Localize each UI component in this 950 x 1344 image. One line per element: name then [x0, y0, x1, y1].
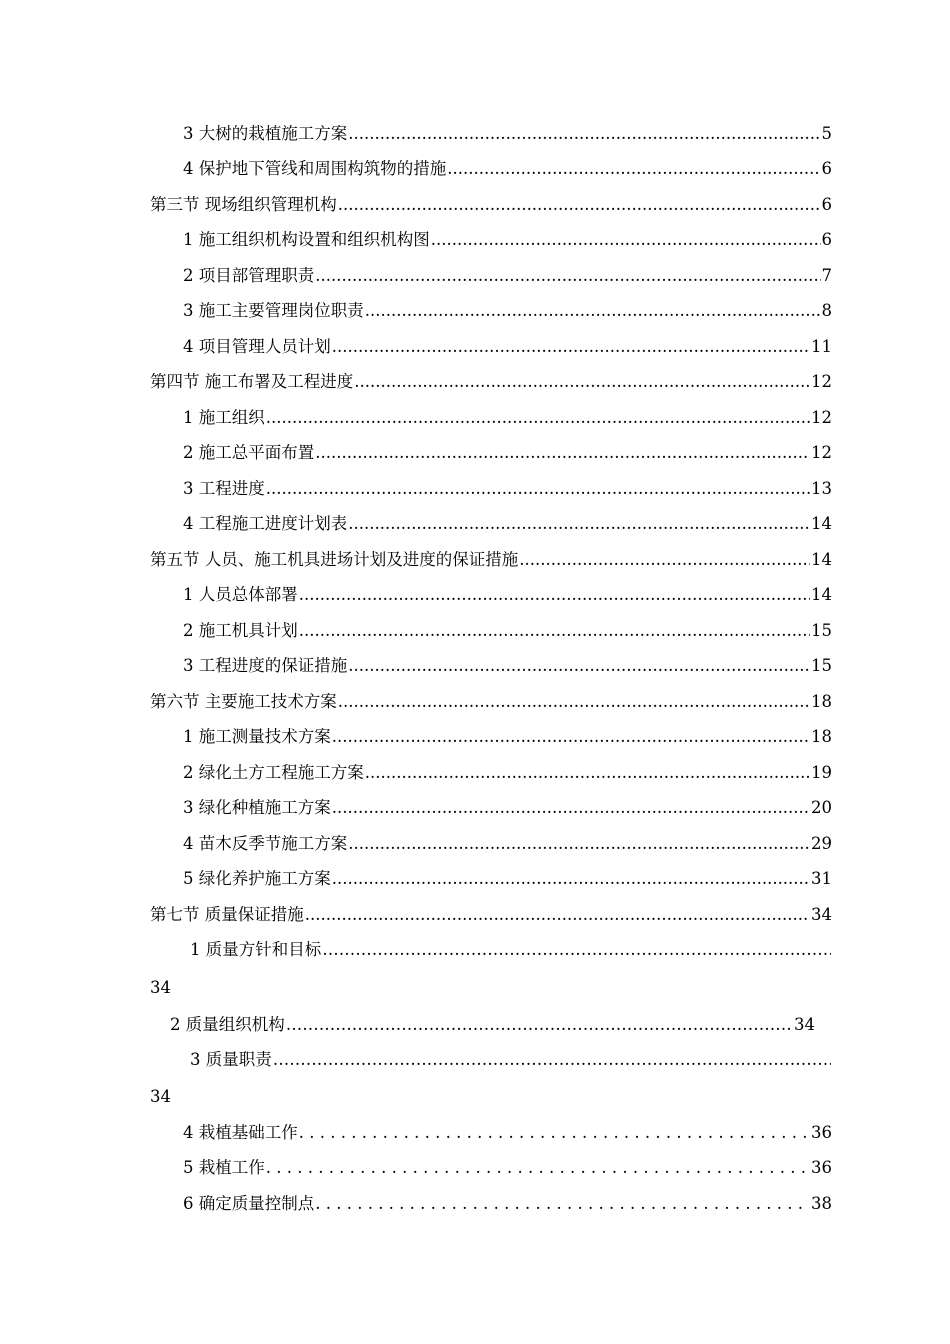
toc-entry-page: 13 — [811, 479, 832, 498]
toc-entry-page: 14 — [811, 550, 832, 569]
toc-leader-dots — [322, 935, 831, 965]
toc-entry-title: 第五节 人员、施工机具进场计划及进度的保证措施 — [150, 550, 519, 569]
toc-entry[interactable] — [183, 722, 832, 752]
toc-entry-title: 1 人员总体部署 — [183, 585, 298, 604]
toc-entry[interactable] — [150, 900, 832, 930]
toc-entry-page: 34 — [811, 905, 832, 924]
toc-entry-title: 5 绿化养护施工方案 — [183, 869, 331, 888]
toc-entry-title: 3 绿化种植施工方案 — [183, 798, 331, 817]
toc-entry-page: 18 — [811, 692, 832, 711]
toc-entry-title: 3 大树的栽植施工方案 — [183, 124, 348, 143]
toc-leader-dots — [365, 296, 821, 326]
toc-entry[interactable] — [183, 225, 832, 255]
toc-entry-page: 18 — [811, 727, 832, 746]
toc-entry[interactable] — [183, 296, 832, 326]
toc-leader-dots — [299, 580, 810, 610]
toc-leader-dots — [365, 758, 810, 788]
toc-entry[interactable] — [183, 474, 832, 504]
toc-leader-dots — [299, 1118, 810, 1148]
toc-entry[interactable] — [183, 616, 832, 646]
toc-entry-page: 15 — [811, 621, 832, 640]
toc-entry-title: 4 项目管理人员计划 — [183, 337, 331, 356]
toc-entry-title: 第七节 质量保证措施 — [150, 905, 304, 924]
toc-entry[interactable] — [183, 580, 832, 610]
toc-leader-dots — [348, 119, 820, 149]
toc-entry-page: 12 — [811, 443, 832, 462]
toc-leader-dots — [315, 1189, 810, 1219]
toc-entry[interactable] — [183, 864, 832, 894]
toc-entry[interactable] — [183, 793, 832, 823]
toc-entry-page: 20 — [811, 798, 832, 817]
toc-entry-title: 3 施工主要管理岗位职责 — [183, 301, 364, 320]
toc-entry[interactable] — [183, 438, 832, 468]
toc-entry-title: 2 施工机具计划 — [183, 621, 298, 640]
toc-entry-title: 2 绿化土方工程施工方案 — [183, 763, 364, 782]
toc-entry[interactable] — [183, 119, 832, 149]
toc-entry-page: 34 — [150, 978, 171, 997]
toc-entry-page: 6 — [821, 195, 832, 214]
toc-leader-dots — [266, 1153, 810, 1183]
toc-entry-title: 5 栽植工作 — [183, 1158, 265, 1177]
toc-leader-dots — [332, 864, 810, 894]
toc-leader-dots — [266, 474, 810, 504]
toc-entry-page: 36 — [811, 1123, 832, 1142]
toc-leader-dots — [286, 1010, 793, 1040]
toc-entry-title: 第四节 施工布署及工程进度 — [150, 372, 354, 391]
toc-entry[interactable] — [183, 1189, 832, 1219]
toc-entry[interactable] — [150, 545, 832, 575]
toc-entry-page: 29 — [811, 834, 832, 853]
toc-entry-title: 1 质量方针和目标 — [190, 940, 322, 959]
toc-entry-title: 3 工程进度 — [183, 479, 265, 498]
toc-entry-page: 14 — [811, 514, 832, 533]
toc-leader-dots — [348, 509, 810, 539]
toc-entry[interactable] — [183, 509, 832, 539]
toc-leader-dots — [332, 722, 810, 752]
toc-entry-page: 38 — [811, 1194, 832, 1213]
toc-entry-page: 12 — [811, 372, 832, 391]
toc-entry-page: 15 — [811, 656, 832, 675]
toc-entry-title: 第六节 主要施工技术方案 — [150, 692, 337, 711]
toc-entry-title: 1 施工组织 — [183, 408, 265, 427]
toc-entry-title: 2 施工总平面布置 — [183, 443, 315, 462]
toc-leader-dots — [299, 616, 810, 646]
toc-entry-page: 12 — [811, 408, 832, 427]
toc-entry-page: 8 — [821, 301, 832, 320]
toc-entry[interactable] — [183, 829, 832, 859]
toc-leader-dots — [348, 829, 810, 859]
toc-entry[interactable] — [183, 154, 832, 184]
toc-entry-title: 2 项目部管理职责 — [183, 266, 315, 285]
toc-entry-title: 4 苗木反季节施工方案 — [183, 834, 348, 853]
toc-entry-page: 14 — [811, 585, 832, 604]
toc-entry-title: 3 质量职责 — [190, 1050, 272, 1069]
toc-entry[interactable] — [183, 403, 832, 433]
toc-entry-page: 11 — [811, 337, 832, 356]
toc-entry-page: 5 — [821, 124, 832, 143]
toc-leader-dots — [266, 403, 810, 433]
toc-entry[interactable] — [150, 687, 832, 717]
toc-entry-title: 3 工程进度的保证措施 — [183, 656, 348, 675]
toc-entry[interactable] — [190, 1045, 832, 1075]
toc-entry[interactable] — [183, 651, 832, 681]
toc-entry[interactable] — [183, 261, 832, 291]
toc-leader-dots — [305, 900, 810, 930]
toc-entry-title: 1 施工组织机构设置和组织机构图 — [183, 230, 430, 249]
toc-entry-page: 6 — [821, 159, 832, 178]
toc-leader-dots — [431, 225, 821, 255]
toc-entry-title: 2 质量组织机构 — [170, 1015, 285, 1034]
toc-entry[interactable] — [183, 758, 832, 788]
toc-entry-title: 1 施工测量技术方案 — [183, 727, 331, 746]
toc-entry[interactable] — [190, 935, 832, 965]
toc-entry-title: 4 栽植基础工作 — [183, 1123, 298, 1142]
toc-entry[interactable] — [170, 1010, 815, 1040]
toc-entry-title: 4 保护地下管线和周围构筑物的措施 — [183, 159, 447, 178]
toc-entry-page: 19 — [811, 763, 832, 782]
toc-entry[interactable] — [183, 1153, 832, 1183]
toc-entry-page: 7 — [821, 266, 832, 285]
toc-leader-dots — [348, 651, 810, 681]
toc-entry-page: 34 — [150, 1087, 171, 1106]
toc-entry[interactable] — [150, 190, 832, 220]
toc-leader-dots — [447, 154, 820, 184]
toc-leader-dots — [315, 438, 810, 468]
toc-entry[interactable] — [150, 367, 832, 397]
toc-leader-dots — [332, 332, 810, 362]
toc-entry-page: 36 — [811, 1158, 832, 1177]
toc-entry-title: 6 确定质量控制点 — [183, 1194, 315, 1213]
toc-entry-title: 4 工程施工进度计划表 — [183, 514, 348, 533]
toc-leader-dots — [354, 367, 810, 397]
toc-leader-dots — [332, 793, 810, 823]
toc-entry-page: 34 — [794, 1015, 815, 1034]
toc-leader-dots — [315, 261, 820, 291]
toc-entry[interactable] — [183, 332, 832, 362]
toc-entry[interactable] — [183, 1118, 832, 1148]
toc-leader-dots — [338, 687, 810, 717]
toc-leader-dots — [273, 1045, 831, 1075]
toc-leader-dots — [338, 190, 821, 220]
toc-entry-page: 6 — [821, 230, 832, 249]
toc-entry-title: 第三节 现场组织管理机构 — [150, 195, 337, 214]
toc-entry-page: 31 — [811, 869, 832, 888]
toc-leader-dots — [519, 545, 810, 575]
